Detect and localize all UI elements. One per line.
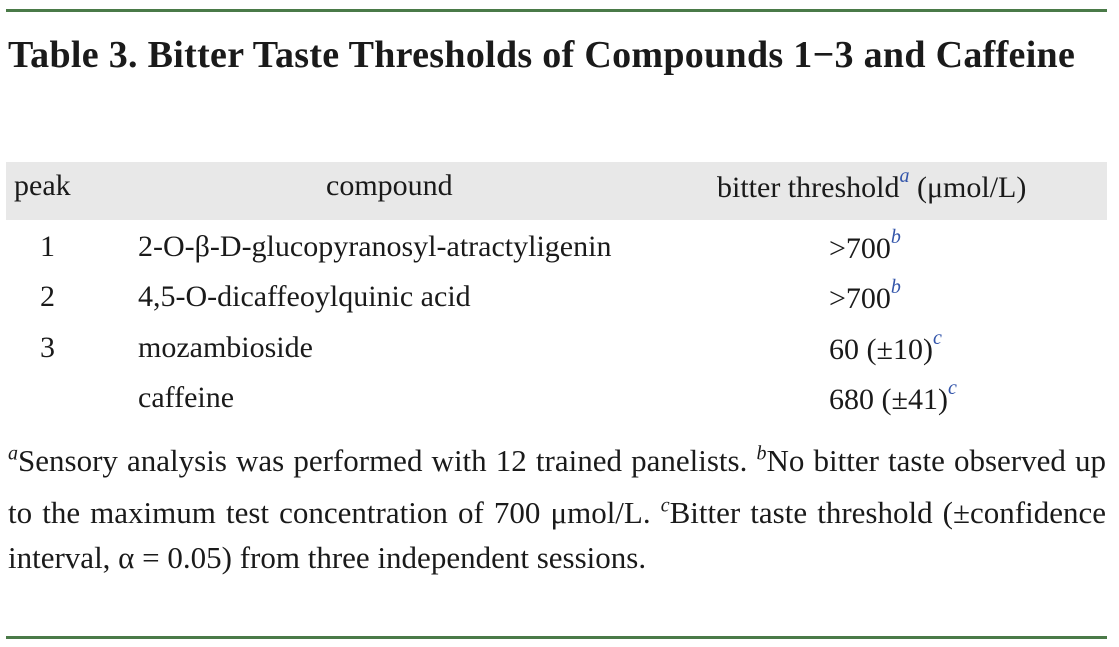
table-row-peak: 1 (40, 230, 55, 263)
footnote-mark: c (932, 327, 942, 349)
top-rule (6, 9, 1107, 12)
footnote-a-mark: a (8, 443, 18, 465)
table-row-compound: caffeine (138, 381, 235, 414)
table-row-threshold (829, 226, 901, 266)
footnote-a (8, 443, 747, 478)
table-row-compound: mozambioside (138, 331, 313, 364)
header-threshold (717, 165, 1027, 205)
threshold-value: >700 (829, 282, 891, 315)
footnote-mark: b (890, 276, 901, 298)
footnote-c-text: Bitter taste threshold (±confidence interval, α = 0.05) from three independent sessions. (8, 494, 1106, 575)
table-row-threshold (829, 276, 901, 316)
header-compound: compound (326, 169, 453, 202)
footnote-b-text: No bitter taste observed up to the maximum test concentration of 700 μmol/L. (8, 443, 1106, 530)
table-row-compound: 2-O-β-D-glucopyranosyl-atractyligenin (138, 230, 612, 263)
table-row-threshold (829, 377, 957, 417)
threshold-value: 680 (±41) (829, 383, 948, 416)
table-row-peak: 2 (40, 280, 55, 313)
table-row-peak: 3 (40, 331, 55, 364)
header-threshold-unit: (μmol/L) (916, 171, 1027, 204)
table-row-threshold (829, 327, 942, 367)
footnote-a-text: Sensory analysis was performed with 12 trained panelists. (18, 443, 748, 479)
table-title: Table 3. Bitter Taste Thresholds of Compounds 1−3 and Caffeine (8, 34, 1076, 76)
footnote-c-mark: c (660, 494, 670, 517)
footnote-mark: b (890, 226, 901, 248)
header-peak: peak (14, 169, 71, 202)
footnote-mark-a: a (899, 165, 910, 187)
header-threshold-label: bitter threshold (717, 171, 900, 204)
table-row-compound: 4,5-O-dicaffeoylquinic acid (138, 280, 471, 313)
threshold-value: >700 (829, 232, 891, 265)
footnote-b-mark: b (756, 443, 767, 465)
table-footnotes (8, 432, 1106, 580)
footnote-mark: c (947, 377, 957, 399)
bottom-rule (6, 636, 1107, 639)
threshold-value: 60 (±10) (829, 333, 933, 366)
